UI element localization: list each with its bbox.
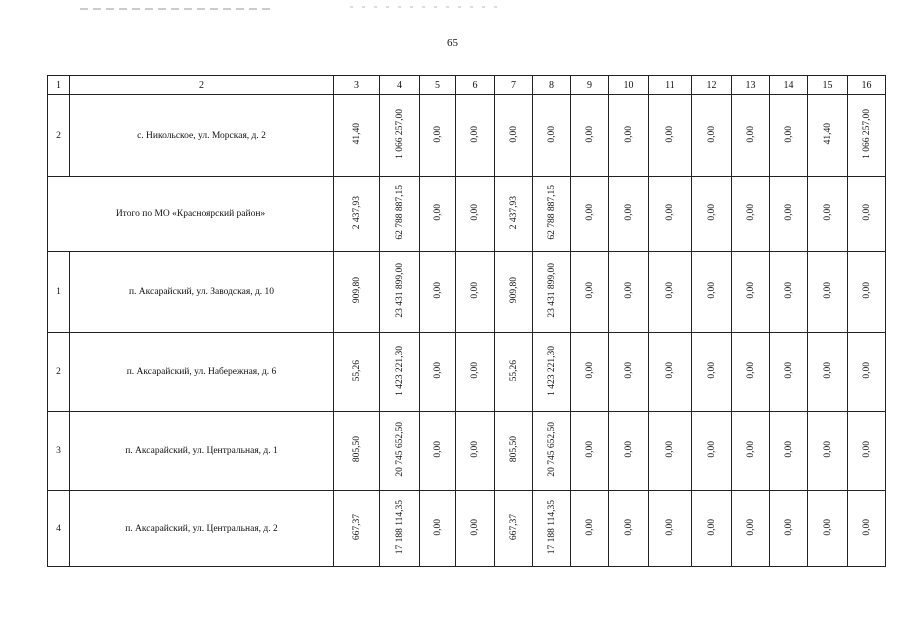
value-text: 0,00 — [665, 282, 675, 299]
value-cell — [609, 333, 649, 412]
value-cell — [692, 333, 732, 412]
value-cell — [609, 412, 649, 491]
value-text: 0,00 — [783, 282, 794, 299]
value-cell — [692, 252, 732, 333]
value-text: 1 066 257,00 — [861, 109, 872, 159]
value-cell — [732, 177, 770, 252]
value-text: 62 788 887,15 — [394, 185, 405, 240]
value-text: 0,00 — [470, 518, 480, 536]
value-text: 0,00 — [783, 518, 794, 536]
value-text: 0,00 — [745, 518, 756, 536]
total-label: Итого по МО «Красноярский район» — [48, 177, 334, 252]
value-cell — [533, 491, 571, 567]
value-text: 0,00 — [432, 441, 443, 458]
value-text: 17 188 114,35 — [546, 499, 557, 555]
row-number: 3 — [48, 412, 70, 491]
row-number: 4 — [48, 491, 70, 567]
value-cell — [649, 333, 692, 412]
value-text: 17 188 114,35 — [394, 499, 405, 555]
value-text: 0,00 — [861, 362, 872, 379]
value-cell — [808, 412, 848, 491]
value-cell — [495, 333, 533, 412]
value-cell — [495, 95, 533, 177]
value-cell — [609, 491, 649, 567]
row-number: 1 — [48, 252, 70, 333]
value-text: 0,00 — [783, 362, 794, 379]
value-text: 0,00 — [470, 441, 480, 458]
column-header: 7 — [495, 76, 533, 95]
value-cell — [571, 491, 609, 567]
value-text: 0,00 — [745, 362, 756, 379]
value-cell — [380, 491, 420, 567]
data-table — [47, 75, 886, 567]
column-header: 4 — [380, 76, 420, 95]
value-cell — [380, 252, 420, 333]
value-cell — [495, 177, 533, 252]
scan-artifact-marks — [80, 6, 500, 12]
value-text: 55,26 — [508, 359, 519, 382]
value-text: 0,00 — [665, 362, 675, 379]
column-header: 3 — [334, 76, 380, 95]
address-cell: п. Аксарайский, ул. Центральная, д. 1 — [70, 412, 334, 491]
value-text: 0,00 — [665, 125, 675, 143]
value-cell — [848, 333, 886, 412]
value-text: 0,00 — [623, 204, 634, 221]
value-text: 23 431 899,00 — [394, 263, 405, 318]
value-cell — [334, 252, 380, 333]
value-text: 909,80 — [351, 277, 362, 304]
value-text: 0,00 — [432, 362, 443, 379]
total-row — [48, 177, 886, 252]
value-cell — [380, 95, 420, 177]
value-cell — [456, 491, 495, 567]
value-cell — [770, 412, 808, 491]
value-text: 805,50 — [351, 436, 362, 463]
value-cell — [420, 95, 456, 177]
column-header: 8 — [533, 76, 571, 95]
address-cell: с. Никольское, ул. Морская, д. 2 — [70, 95, 334, 177]
value-text: 0,00 — [508, 125, 519, 143]
value-text: 0,00 — [861, 518, 872, 536]
column-header: 9 — [571, 76, 609, 95]
value-cell — [649, 95, 692, 177]
value-text: 0,00 — [706, 125, 717, 143]
value-text: 0,00 — [665, 518, 675, 536]
value-cell — [770, 252, 808, 333]
value-cell — [848, 491, 886, 567]
value-cell — [380, 333, 420, 412]
value-text: 0,00 — [822, 518, 833, 536]
value-text: 0,00 — [822, 441, 833, 458]
value-text: 0,00 — [432, 125, 443, 143]
value-text: 909,80 — [508, 277, 519, 304]
value-cell — [380, 412, 420, 491]
value-cell — [848, 252, 886, 333]
value-text: 2 437,93 — [351, 195, 362, 230]
value-cell — [456, 333, 495, 412]
value-cell — [533, 412, 571, 491]
value-cell — [533, 252, 571, 333]
table-row — [48, 95, 886, 177]
value-cell — [609, 252, 649, 333]
value-text: 0,00 — [706, 282, 717, 299]
value-cell — [456, 177, 495, 252]
value-text: 0,00 — [470, 282, 480, 299]
value-cell — [692, 177, 732, 252]
value-cell — [848, 95, 886, 177]
value-text: 0,00 — [470, 204, 480, 221]
value-cell — [456, 95, 495, 177]
value-cell — [495, 491, 533, 567]
page-number: 65 — [447, 37, 458, 49]
value-text: 0,00 — [623, 518, 634, 536]
column-header: 5 — [420, 76, 456, 95]
value-cell — [692, 491, 732, 567]
value-cell — [334, 177, 380, 252]
value-cell — [571, 252, 609, 333]
value-cell — [571, 333, 609, 412]
value-cell — [848, 177, 886, 252]
value-cell — [770, 333, 808, 412]
value-cell — [420, 412, 456, 491]
value-text: 0,00 — [706, 518, 717, 536]
value-text: 0,00 — [432, 518, 443, 536]
value-cell — [420, 333, 456, 412]
value-text: 0,00 — [706, 362, 717, 379]
value-cell — [692, 95, 732, 177]
value-cell — [571, 412, 609, 491]
value-text: 62 788 887,15 — [546, 185, 557, 240]
value-cell — [649, 177, 692, 252]
value-cell — [420, 252, 456, 333]
value-text: 1 423 221,30 — [546, 345, 557, 396]
value-text: 0,00 — [546, 125, 557, 143]
value-text: 0,00 — [470, 125, 480, 143]
column-header: 14 — [770, 76, 808, 95]
value-cell — [334, 333, 380, 412]
address-cell: п. Аксарайский, ул. Набережная, д. 6 — [70, 333, 334, 412]
value-cell — [334, 412, 380, 491]
value-text: 0,00 — [822, 362, 833, 379]
value-text: 0,00 — [745, 441, 756, 458]
value-text: 41,40 — [351, 123, 362, 145]
value-text: 20 745 652,50 — [394, 422, 405, 477]
value-cell — [456, 252, 495, 333]
value-text: 2 437,93 — [508, 195, 519, 230]
value-cell — [808, 95, 848, 177]
value-text: 0,00 — [432, 282, 443, 299]
value-cell — [808, 252, 848, 333]
value-text: 0,00 — [665, 204, 675, 221]
value-cell — [380, 177, 420, 252]
column-header: 12 — [692, 76, 732, 95]
value-cell — [334, 95, 380, 177]
value-text: 0,00 — [861, 441, 872, 458]
header-row — [48, 76, 886, 95]
value-text: 20 745 652,50 — [546, 422, 557, 477]
value-cell — [732, 95, 770, 177]
value-text: 0,00 — [623, 441, 634, 458]
value-cell — [533, 95, 571, 177]
value-text: 667,37 — [508, 513, 519, 541]
column-header: 13 — [732, 76, 770, 95]
value-text: 23 431 899,00 — [546, 263, 557, 318]
value-cell — [456, 412, 495, 491]
value-cell — [609, 95, 649, 177]
value-cell — [649, 252, 692, 333]
value-cell — [533, 333, 571, 412]
value-text: 0,00 — [783, 441, 794, 458]
value-text: 0,00 — [584, 282, 595, 299]
value-text: 0,00 — [623, 362, 634, 379]
value-text: 0,00 — [861, 282, 872, 299]
value-cell — [495, 252, 533, 333]
value-cell — [649, 412, 692, 491]
value-cell — [732, 412, 770, 491]
value-cell — [808, 177, 848, 252]
column-header: 11 — [649, 76, 692, 95]
table-row — [48, 491, 886, 567]
value-text: 0,00 — [861, 204, 872, 221]
value-cell — [692, 412, 732, 491]
row-number: 2 — [48, 333, 70, 412]
column-header: 15 — [808, 76, 848, 95]
table-row — [48, 412, 886, 491]
table-row — [48, 333, 886, 412]
value-text: 0,00 — [584, 518, 595, 536]
value-text: 1 423 221,30 — [394, 345, 405, 396]
column-header: 6 — [456, 76, 495, 95]
value-text: 0,00 — [783, 204, 794, 221]
value-cell — [420, 491, 456, 567]
value-text: 0,00 — [584, 441, 595, 458]
address-cell: п. Аксарайский, ул. Центральная, д. 2 — [70, 491, 334, 567]
column-header: 10 — [609, 76, 649, 95]
value-cell — [808, 333, 848, 412]
value-cell — [770, 95, 808, 177]
value-cell — [609, 177, 649, 252]
value-text: 0,00 — [745, 282, 756, 299]
value-cell — [808, 491, 848, 567]
value-text: 0,00 — [706, 204, 717, 221]
column-header: 1 — [48, 76, 70, 95]
value-text: 0,00 — [822, 282, 833, 299]
value-cell — [770, 177, 808, 252]
value-text: 0,00 — [745, 125, 756, 143]
value-cell — [571, 177, 609, 252]
value-cell — [533, 177, 571, 252]
value-cell — [732, 252, 770, 333]
value-text: 0,00 — [623, 282, 634, 299]
value-text: 805,50 — [508, 436, 519, 463]
value-cell — [848, 412, 886, 491]
value-cell — [649, 491, 692, 567]
column-header: 2 — [70, 76, 334, 95]
value-text: 1 066 257,00 — [394, 109, 405, 159]
value-text: 0,00 — [665, 441, 675, 458]
value-cell — [571, 95, 609, 177]
value-cell — [732, 491, 770, 567]
table-row — [48, 252, 886, 333]
value-text: 0,00 — [584, 125, 595, 143]
value-cell — [732, 333, 770, 412]
value-text: 0,00 — [783, 125, 794, 143]
value-text: 0,00 — [623, 125, 634, 143]
address-cell: п. Аксарайский, ул. Заводская, д. 10 — [70, 252, 334, 333]
value-text: 41,40 — [822, 123, 833, 145]
value-cell — [334, 491, 380, 567]
value-text: 0,00 — [432, 204, 443, 221]
value-text: 0,00 — [822, 204, 833, 221]
row-number: 2 — [48, 95, 70, 177]
value-text: 55,26 — [351, 359, 362, 382]
value-cell — [770, 491, 808, 567]
value-text: 0,00 — [584, 362, 595, 379]
value-text: 0,00 — [745, 204, 756, 221]
value-cell — [420, 177, 456, 252]
value-text: 0,00 — [470, 362, 480, 379]
value-cell — [495, 412, 533, 491]
value-text: 0,00 — [584, 204, 595, 221]
value-text: 0,00 — [706, 441, 717, 458]
value-text: 667,37 — [351, 513, 362, 541]
column-header: 16 — [848, 76, 886, 95]
